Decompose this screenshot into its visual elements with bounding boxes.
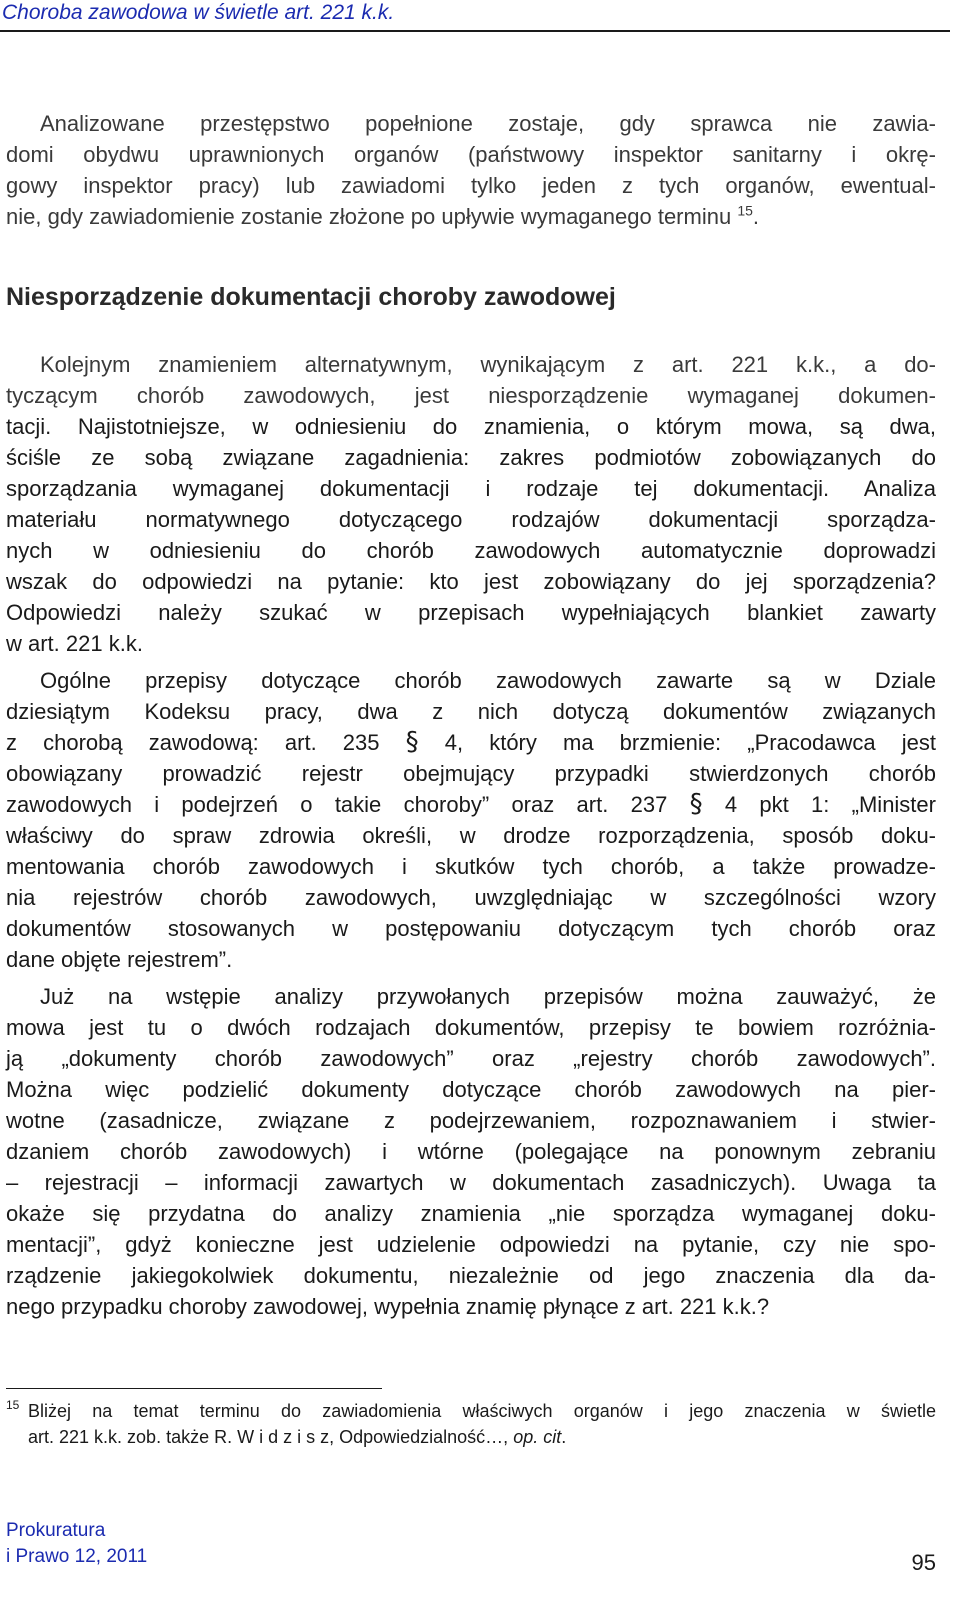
paragraph-line: Kolejnym znamieniem alternatywnym, wynikającym z art. 221 k.k., a do- — [40, 352, 936, 377]
paragraph-line: Analizowane przestępstwo popełnione zostaje, gdy sprawca nie zawia- — [40, 111, 936, 136]
footnote-divider — [6, 1388, 382, 1389]
running-header — [0, 0, 950, 32]
page-number: 95 — [911, 1550, 936, 1575]
paragraph-text: z chorobą zawodową: art. 235 — [6, 730, 380, 755]
paragraph-line — [6, 727, 936, 758]
paragraph-end: . — [752, 204, 760, 229]
paragraph-line: Odpowiedzi należy szukać w przepisach wypełniających blankiet zawarty — [6, 600, 936, 625]
paragraph-line-last: w art. 221 k.k. — [6, 631, 143, 656]
paragraph-line: gowy inspektor pracy) lub zawiadomi tylko jeden z tych organów, ewentual- — [6, 173, 936, 198]
paragraph-line: wotne (zasadnicze, związane z podejrzewaniem, rozpoznawaniem i stwier- — [6, 1108, 936, 1133]
paragraph-line: mentacji”, gdyż konieczne jest udzielenie odpowiedzi na pytanie, czy nie spo- — [6, 1232, 936, 1257]
paragraph-line-last: dane objęte rejestrem”. — [6, 947, 233, 972]
paragraph-line: dokumentów stosowanych w postępowaniu dotyczącym tych chorób oraz — [6, 916, 936, 941]
journal-name — [6, 1518, 147, 1570]
paragraph-line: Już na wstępie analizy przywołanych przepisów można zauważyć, że — [40, 984, 936, 1009]
paragraph-line: – rejestracji – informacji zawartych w dokumentach zasadniczych). Uwaga ta — [6, 1170, 936, 1195]
paragraph-text: 4, który ma brzmienie: „Pracodawca jest — [444, 730, 936, 755]
paragraph-line: Ogólne przepisy dotyczące chorób zawodowych zawarte są w Dziale — [40, 668, 936, 693]
journal-title: Prokuratura — [6, 1520, 106, 1541]
paragraph-line: mentowania chorób zawodowych i skutków tych chorób, a także prowadze- — [6, 854, 936, 879]
paragraph-line: wszak do odpowiedzi na pytanie: kto jest zobowiązany do jej sporządzenia? — [6, 569, 936, 594]
paragraph-line: sporządzania wymaganej dokumentacji i rodzaje tej dokumentacji. Analiza — [6, 476, 936, 501]
paragraph-line-last: nego przypadku choroby zawodowej, wypełnia znamię płynące z art. 221 k.k.? — [6, 1294, 770, 1319]
paragraph-line: obowiązany prowadzić rejestr obejmujący przypadki stwierdzonych chorób — [6, 761, 936, 786]
paragraph-line: dziesiątym Kodeksu pracy, dwa z nich dotyczą dokumentów związanych — [6, 699, 936, 724]
footnote-line: Bliżej na temat terminu do zawiadomienia właściwych organów i jego znaczenia w świetle — [28, 1401, 936, 1421]
paragraph-line: ją „dokumenty chorób zawodowych” oraz „rejestry chorób zawodowych”. — [6, 1046, 936, 1071]
paragraph-line — [6, 789, 936, 820]
paragraph-line: tacji. Najistotniejsze, w odniesieniu do znamienia, o którym mowa, są dwa, — [6, 414, 936, 439]
section-heading: Niesporządzenie dokumentacji choroby zawodowej — [6, 283, 616, 311]
paragraph-line: Można więc podzielić dokumenty dotyczące chorób zawodowych na pier- — [6, 1077, 936, 1102]
paragraph-text: nie, gdy zawiadomienie zostanie złożone po upływie wymaganego terminu — [6, 204, 732, 229]
paragraph-line: okaże się przydatna do analizy znamienia „nie sporządza wymaganej doku- — [6, 1201, 936, 1226]
paragraph-text: zawodowych i podejrzeń o takie choroby” oraz art. 237 — [6, 792, 668, 817]
paragraph-text: 4 pkt 1: „Minister — [724, 792, 936, 817]
paragraph-4 — [6, 981, 936, 1322]
footnote — [6, 1398, 936, 1450]
paragraph-line: ściśle ze sobą związane zagadnienia: zakres podmiotów zobowiązanych do — [6, 445, 936, 470]
section-sign: § — [689, 789, 703, 819]
section-sign: § — [405, 727, 419, 757]
paragraph-line: materiału normatywnego dotyczącego rodzajów dokumentacji sporządza- — [6, 507, 936, 532]
paragraph-3 — [6, 665, 936, 975]
journal-issue: i Prawo 12, 2011 — [6, 1546, 148, 1567]
footnote-citation: op. cit — [513, 1427, 562, 1447]
paragraph-line: nia rejestrów chorób zawodowych, uwzględniając w szczególności wzory — [6, 885, 936, 910]
paragraph-line: dzaniem chorób zawodowych) i wtórne (polegające na ponownym zebraniu — [6, 1139, 936, 1164]
paragraph-line: rządzenie jakiegokolwiek dokumentu, niezależnie od jego znaczenia dla da- — [6, 1263, 936, 1288]
paragraph-line: właściwy do spraw zdrowia określi, w drodze rozporządzenia, sposób doku- — [6, 823, 936, 848]
footnote-text: art. 221 k.k. zob. także R. W i d z i s z, Odpowiedzialność…, — [28, 1427, 514, 1447]
paragraph-line: nych w odniesieniu do chorób zawodowych automatycznie doprowadzi — [6, 538, 936, 563]
paragraph-line: mowa jest tu o dwóch rodzajach dokumentów, przepisy te bowiem rozróżnia- — [6, 1015, 936, 1040]
paragraph-line: domi obydwu uprawnionych organów (państwowy inspektor sanitarny i okrę- — [6, 142, 936, 167]
footnote-number: 15 — [6, 1398, 20, 1412]
paragraph-line-last — [6, 201, 936, 232]
header-title: Choroba zawodowa w świetle art. 221 k.k. — [2, 1, 395, 24]
footnote-line-last — [6, 1424, 936, 1450]
paragraph-2 — [6, 349, 936, 659]
footnote-ref: 15 — [737, 202, 753, 219]
paragraph-line: tyczącym chorób zawodowych, jest niesporządzenie wymaganej dokumen- — [6, 383, 936, 408]
paragraph-1 — [6, 108, 936, 232]
footnote-end: . — [561, 1427, 567, 1447]
